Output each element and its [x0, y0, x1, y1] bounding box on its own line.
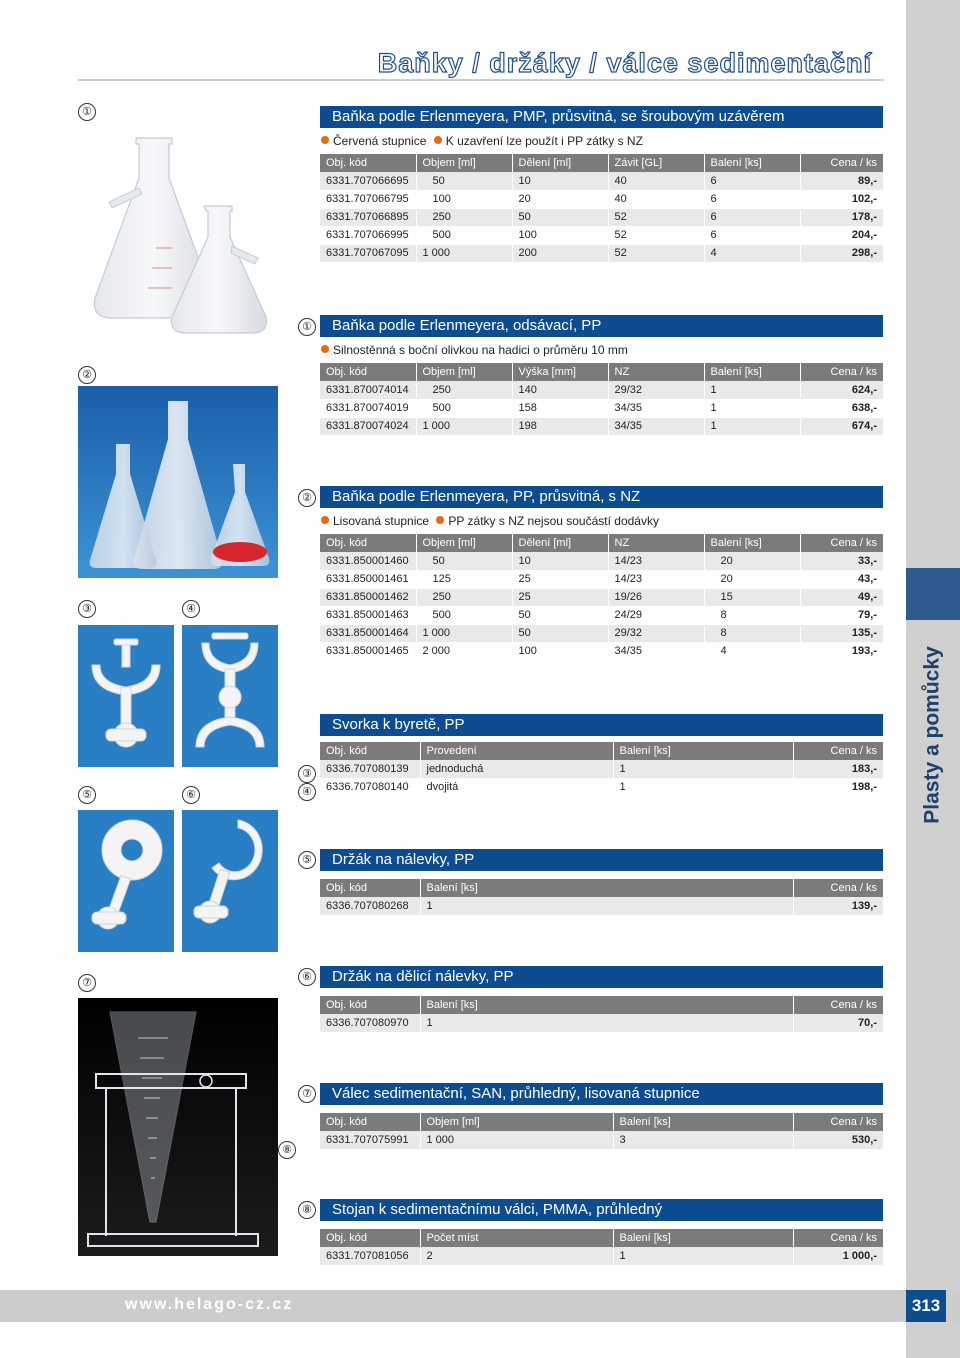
table-row: 6336.707080268 1 139,- [320, 897, 883, 915]
bullet-icon [434, 136, 442, 144]
section-marker-6: ⑥ [298, 968, 316, 986]
marker-6: ⑥ [182, 786, 200, 804]
burette-clamp-single-image [78, 625, 174, 767]
marker-4: ④ [182, 600, 200, 618]
bullet-icon [321, 345, 329, 353]
table-header-row: Obj. kód Balení [ks] Cena / ks [320, 879, 883, 897]
row-marker-3: ③ [298, 765, 316, 783]
section-notes: Lisovaná stupnice PP zátky s NZ nejsou součástí dodávky [320, 513, 883, 530]
side-category-label: Plasty a pomůcky [921, 646, 945, 824]
section-sedimentation-cylinder [320, 1083, 883, 1150]
product-table [320, 742, 883, 797]
table-row: 6331.850001464 1 000 50 29/32 8 135,- [320, 624, 883, 642]
table-row: 6331.707066895 250 50 52 6 178,- [320, 208, 883, 226]
photo-separatory-funnel-holder [182, 810, 278, 952]
table-row: 6331.850001462 250 25 19/26 15 49,- [320, 588, 883, 606]
table-header-row: Obj. kód Objem [ml] Dělení [ml] Závit [GL] Balení [ks] Cena / ks [320, 154, 883, 172]
separatory-funnel-holder-image [182, 810, 278, 952]
title-divider [78, 79, 884, 81]
section-title: Baňka podle Erlenmeyera, odsávací, PP [320, 315, 883, 337]
table-header-row: Obj. kód Objem [ml] Balení [ks] Cena / ks [320, 1113, 883, 1131]
table-row: 6331.707067095 1 000 200 52 4 298,- [320, 244, 883, 262]
marker-5: ⑤ [78, 786, 96, 804]
photo-burette-clamp-single [78, 625, 174, 767]
table-row: 6336.707080970 1 70,- [320, 1014, 883, 1032]
table-row: 6331.707066795 100 20 40 6 102,- [320, 190, 883, 208]
pmp-flask-image [92, 128, 302, 338]
section-title: Baňka podle Erlenmeyera, PP, průsvitná, s NZ [320, 486, 883, 508]
table-row: 6331.707081056 2 1 1 000,- [320, 1247, 883, 1265]
section-title: Stojan k sedimentačnímu válci, PMMA, průhledný [320, 1199, 883, 1221]
section-title: Držák na nálevky, PP [320, 849, 883, 871]
product-table [320, 154, 883, 263]
photo-pp-flasks [78, 386, 278, 578]
table-row: 6331.707066695 50 10 40 6 89,- [320, 172, 883, 190]
product-table [320, 363, 883, 436]
side-tab [906, 568, 960, 620]
section-marker-1: ① [298, 318, 316, 336]
marker-8: ⑧ [278, 1141, 296, 1159]
table-row: 6331.850001463 500 50 24/29 8 79,- [320, 606, 883, 624]
section-pp-flask [320, 486, 883, 661]
table-row: 6331.850001460 50 10 14/23 20 33,- [320, 552, 883, 570]
section-title: Baňka podle Erlenmeyera, PMP, průsvitná, se šroubovým uzávěrem [320, 106, 883, 128]
footer-website-link[interactable]: www.helago-cz.cz [125, 1296, 294, 1313]
table-row: 6336.707080140 dvojitá 1 198,- [320, 778, 883, 796]
section-suction-flask [320, 315, 883, 436]
section-marker-2: ② [298, 489, 316, 507]
photo-burette-clamp-double [182, 625, 278, 767]
table-header-row: Obj. kód Balení [ks] Cena / ks [320, 996, 883, 1014]
burette-clamp-double-image [182, 625, 278, 767]
section-title: Válec sedimentační, SAN, průhledný, lisovaná stupnice [320, 1083, 883, 1105]
photo-pmp-flasks [92, 128, 302, 338]
marker-7: ⑦ [78, 974, 96, 992]
table-row: 6331.870074024 1 000 198 34/35 1 674,- [320, 417, 883, 435]
bullet-icon [436, 516, 444, 524]
marker-2: ② [78, 366, 96, 384]
section-pmp-flask [320, 106, 883, 263]
product-table [320, 879, 883, 916]
photo-funnel-holder [78, 810, 174, 952]
section-separatory-funnel-holder [320, 966, 883, 1033]
table-row: 6336.707080139 jednoduchá 1 183,- [320, 760, 883, 778]
sedimentation-cylinder-image [78, 998, 278, 1256]
section-marker-7: ⑦ [298, 1085, 316, 1103]
table-row: 6331.870074014 250 140 29/32 1 624,- [320, 381, 883, 399]
section-burette-clamp [320, 714, 883, 797]
section-notes: Silnostěnná s boční olivkou na hadici o průměru 10 mm [320, 342, 883, 359]
section-funnel-holder [320, 849, 883, 916]
table-row: 6331.850001465 2 000 100 34/35 4 193,- [320, 642, 883, 660]
table-header-row: Obj. kód Objem [ml] Dělení [ml] NZ Balení [ks] Cena / ks [320, 534, 883, 552]
table-row: 6331.850001461 125 25 14/23 20 43,- [320, 570, 883, 588]
table-header-row: Obj. kód Počet míst Balení [ks] Cena / ks [320, 1229, 883, 1247]
table-row: 6331.707066995 500 100 52 6 204,- [320, 226, 883, 244]
funnel-holder-image [78, 810, 174, 952]
pp-flask-image [78, 386, 278, 578]
table-row: 6331.707075991 1 000 3 530,- [320, 1131, 883, 1149]
section-marker-5: ⑤ [298, 851, 316, 869]
section-title: Držák na dělicí nálevky, PP [320, 966, 883, 988]
page-number: 313 [906, 1290, 946, 1322]
table-row: 6331.870074019 500 158 34/35 1 638,- [320, 399, 883, 417]
row-marker-4: ④ [298, 783, 316, 801]
photo-sedimentation-cylinder [78, 998, 278, 1256]
marker-3: ③ [78, 600, 96, 618]
bullet-icon [321, 136, 329, 144]
section-cylinder-stand [320, 1199, 883, 1266]
section-notes: Červená stupnice K uzavření lze použít i PP zátky s NZ [320, 133, 883, 150]
marker-1: ① [78, 103, 96, 121]
product-table [320, 534, 883, 661]
product-table [320, 1113, 883, 1150]
table-header-row: Obj. kód Objem [ml] Výška [mm] NZ Balení [ks] Cena / ks [320, 363, 883, 381]
table-header-row: Obj. kód Provedení Balení [ks] Cena / ks [320, 742, 883, 760]
product-table [320, 996, 883, 1033]
page-title: Baňky / držáky / válce sedimentační [377, 48, 872, 78]
product-table [320, 1229, 883, 1266]
bullet-icon [321, 516, 329, 524]
section-title: Svorka k byretě, PP [320, 714, 883, 736]
section-marker-8: ⑧ [298, 1201, 316, 1219]
